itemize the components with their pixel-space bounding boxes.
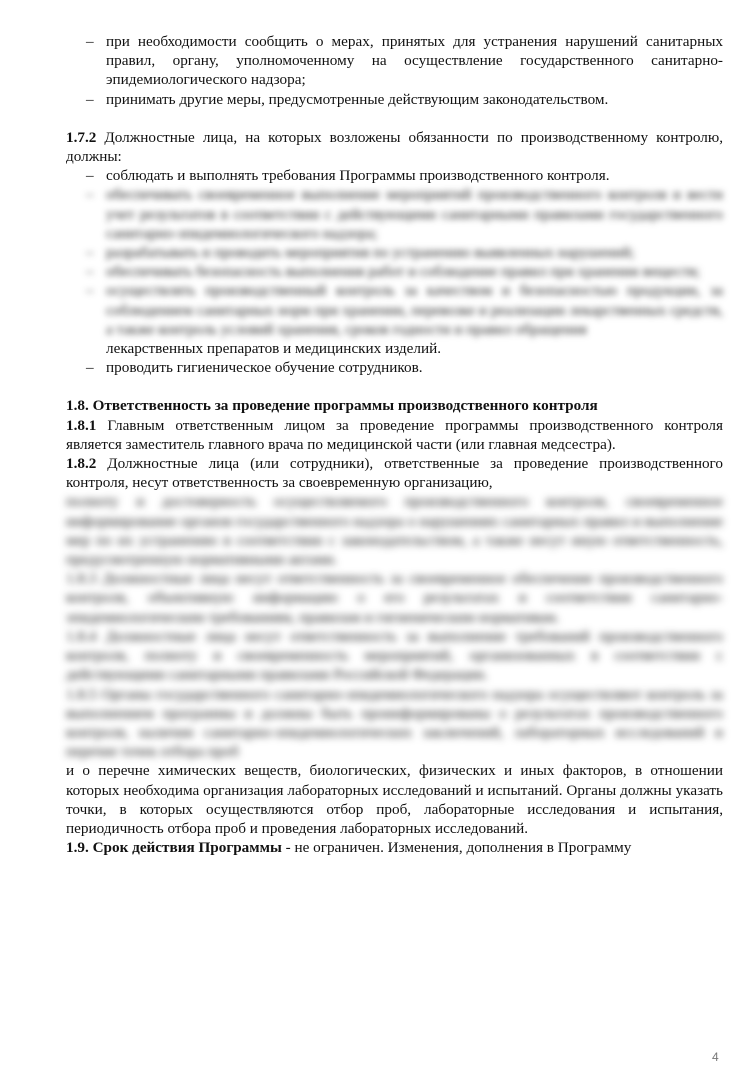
blurred-region	[66, 492, 723, 761]
document-page	[66, 32, 723, 857]
section-1-9	[66, 838, 723, 857]
paragraph-text: Должностные лица (или сотрудники), ответственные за проведение производственного контроля, несут ответственность за своевременную организацию,	[66, 455, 723, 492]
paragraph-text: Главным ответственным лицом за проведение программы производственного контроля является заместитель главного врача по медицинской части (или главная медсестра).	[66, 416, 723, 453]
list-item: – принимать другие меры, предусмотренные действующим законодательством.	[66, 90, 723, 109]
paragraph: полноту и достоверность осуществляемого производственного контроля, своевременное информирование органов государственного надзора о нарушениях санитарных правил и выполнение мер по их устранению в соответствии с законодательством, а также несут иную ответственность, предусмотренную нормативными актами.	[66, 493, 723, 569]
list-item: – при необходимости сообщить о мерах, принятых для устранения нарушений санитарных правил, органу, уполномоченному на осуществление государственного санитарно-эпидемиологического надзора;	[66, 32, 723, 90]
paragraph-1-8-2	[66, 454, 723, 492]
list-item: – осуществлять производственный контроль за качеством и безопасностью продукции, за соблюдением санитарных норм при хранении, перевозке и реализации лекарственных средств, а также контроль условий хранения, сроков годности и правил обращения	[66, 281, 723, 339]
paragraph-text: Должностные лица, на которых возложены обязанности по производственному контролю, должны:	[66, 128, 723, 166]
list-item: – разрабатывать и проводить мероприятия по устранению выявленных нарушений;	[66, 243, 723, 262]
list-item: – соблюдать и выполнять требования Программы производственного контроля.	[66, 166, 723, 185]
paragraph: 1.8.3 Должностные лица несут ответственность за своевременное обеспечение производственного контроля, объективную информацию о его результатах и соответствии санитарно-эпидемиологическим требованиям, правилам и гигиеническим нормативам.	[66, 570, 723, 626]
section-number: 1.8.2	[66, 455, 97, 473]
paragraph-1-8-1	[66, 416, 723, 454]
list-item: – проводить гигиеническое обучение сотрудников.	[66, 358, 723, 377]
paragraph: 1.8.4 Должностные лица несут ответственность за выполнение требований производственного контроля, полноту и своевременность мероприятий, организованных в соответствии с действующими санитарными правилами Российской Федерации.	[66, 627, 723, 684]
section-number: 1.7.2	[66, 128, 97, 146]
list-item: – обеспечивать своевременное выполнение мероприятий производственного контроля и вести учет результатов в соответствии с действующими санитарными правилами государственного санитарно-эпидемиологического надзора;	[66, 185, 723, 243]
blurred-region	[66, 185, 723, 339]
paragraph: и о перечне химических веществ, биологических, физических и иных факторов, в отношении которых необходима организация лабораторных исследований и испытаний. Органы должны указать точки, в которых осуществляются отбор проб, лабораторные исследования и испытания, периодичность отбора проб и проведения лабораторных исследований.	[66, 762, 723, 837]
list-item: – обеспечивать безопасность выполнения работ и соблюдение правил при хранении веществ;	[66, 262, 723, 281]
section-heading: 1.8. Ответственность за проведение программы производственного контроля	[66, 397, 598, 415]
section-heading: 1.9. Срок действия Программы	[66, 839, 282, 857]
section-1-7-2	[66, 128, 723, 166]
list-item-continuation: лекарственных препаратов и медицинских изделий.	[106, 340, 442, 358]
paragraph: 1.8.5 Органы государственного санитарно-эпидемиологического надзора осуществляют контроль за выполнением программы и должны быть проинформированы о результатах производственного контроля, наличии санитарно-эпидемиологических заключений, лабораторных исследований и перечне точек отбора проб	[66, 685, 723, 761]
section-number: 1.8.1	[66, 416, 97, 434]
page-number: 4	[712, 1050, 719, 1064]
paragraph-text: - не ограничен. Изменения, дополнения в Программу	[281, 839, 632, 857]
